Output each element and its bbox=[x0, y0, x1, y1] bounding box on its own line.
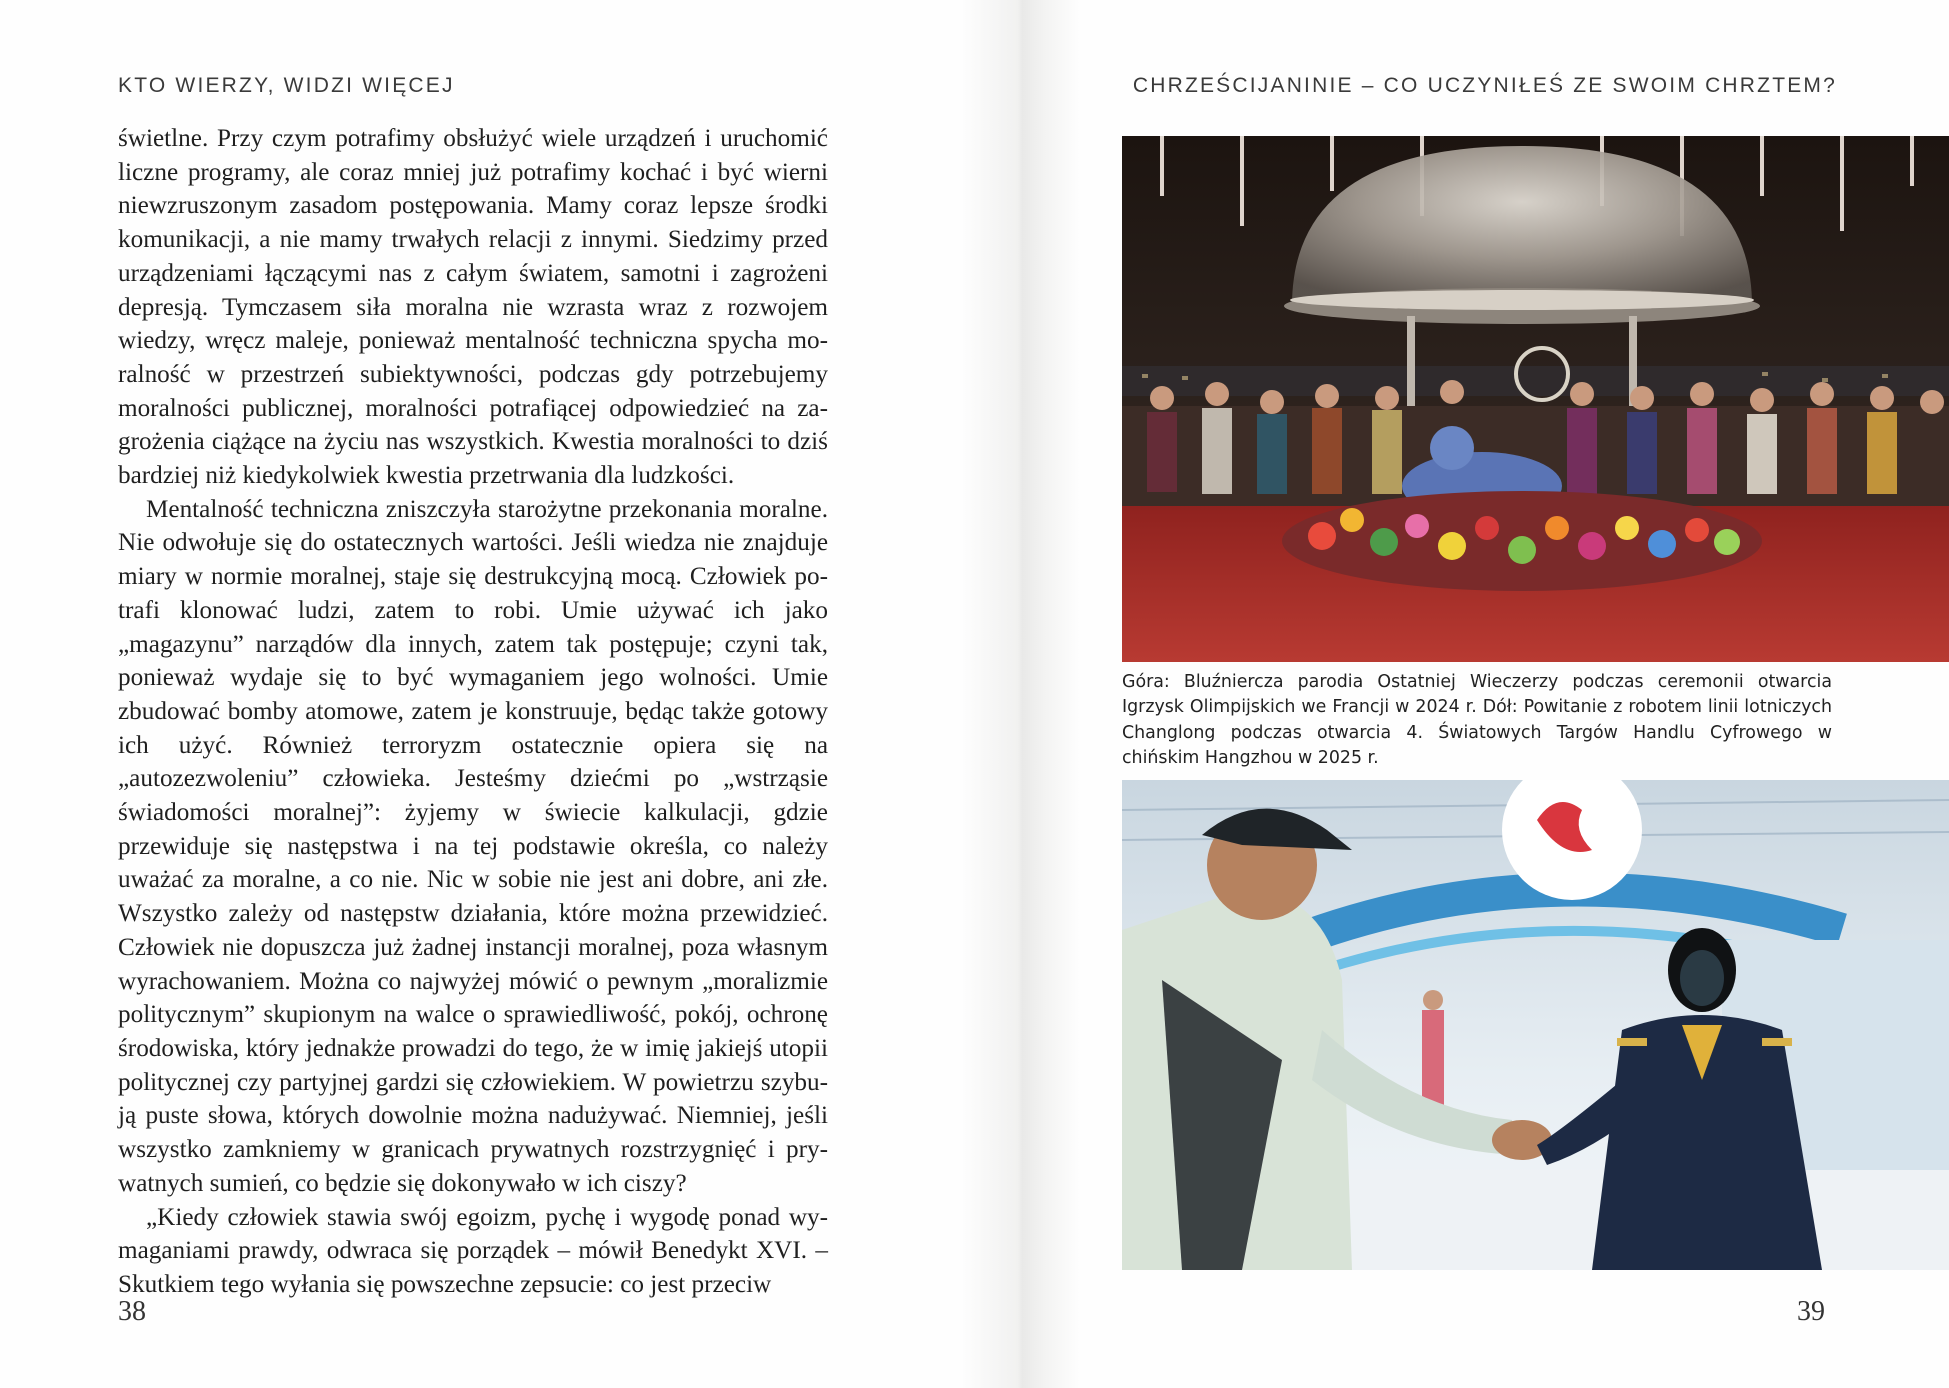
paragraph: „Kiedy człowiek stawia swój egoizm, pychę i wygodę ponad wymaganiami prawdy, odwraca się porządek – mówił Benedykt XVI. – Skutkiem tego wyłania się powszechne zepsucie: co jest przeciw bbox=[118, 1203, 828, 1298]
book-gutter bbox=[960, 0, 1080, 1388]
photo-stage-performance bbox=[1122, 136, 1949, 662]
photo-robot-handshake bbox=[1122, 780, 1949, 1270]
page-number-right: 39 bbox=[1797, 1296, 1825, 1327]
left-page bbox=[0, 0, 960, 1388]
body-text bbox=[118, 122, 828, 1302]
running-head-right: CHRZEŚCIJANINIE – CO UCZYNIŁEŚ ZE SWOIM CHRZTEM? bbox=[1132, 74, 1837, 97]
running-head-left: KTO WIERZY, WIDZI WIĘCEJ bbox=[118, 74, 455, 97]
paragraph: Mentalność techniczna zniszczyła starożytne przekonania moralne. Nie odwołuje się do ostatecznych wartości. Jeśli wiedza nie znajduje miary w normie moralnej, staje się destrukcyjną mocą. Człowiek potrafi klonować ludzi, zatem to robi. Umie używać ich jako „magazynu” narządów dla innych, zatem tak postępuje; czyni tak, ponieważ wydaje się to być wymaganiem jego wolności. Umie zbudować bomby atomowe, zatem je konstruuje, będąc także gotowy ich użyć. Również terroryzm ostatecznie opiera się na „autozezwoleniu” człowieka. Jesteśmy dziećmi po „wstrząsie świadomości moralnej”: żyjemy w świecie kalkulacji, gdzie przewiduje się następstwa i na tej podstawie określa, co należy uważać za moralne, a co nie. Nic w sobie nie jest ani dobre, ani złe. Wszystko zależy od następstw działania, które można przewidzieć. Człowiek nie dopuszcza już żadnej instancji moralnej, poza własnym wyrachowaniem. Można co najwyżej mówić o pewnym „moralizmie politycznym” skupionym na walce o sprawiedliwość, pokój, ochronę środowiska, który jednakże prowadzi do tego, że w imię jakiejś utopii politycznej czy partyjnej gardzi się człowiekiem. W powietrzu szybują puste słowa, których dowolnie można nadużywać. Niemniej, jeśli wszystko zamkniemy w granicach prywatnych rozstrzygnięć i prywatnych sumień, co będzie się dokonywało w ich ciszy? bbox=[118, 495, 828, 1197]
page-number-left: 38 bbox=[118, 1296, 146, 1327]
paragraph: świetlne. Przy czym potrafimy obsłużyć wiele urządzeń i uruchomić liczne programy, ale coraz mniej już potrafimy kochać i być wierni niewzruszonym zasadom postępowania. Mamy coraz lepsze środki komunikacji, a nie mamy trwałych relacji z innymi. Siedzimy przed urządzeniami łączącymi nas z całym światem, samotni i zagrożeni depresją. Tymczasem siła moralna nie wzrasta wraz z rozwojem wiedzy, wręcz maleje, ponieważ mentalność techniczna spycha moralność w przestrzeń subiektywności, podczas gdy potrzebujemy moralności publicznej, moralności potrafiącej odpowiedzieć na zagrożenia ciążące na życiu nas wszystkich. Kwestia moralności to dziś bardziej niż kiedykolwiek kwestia przetrwania dla ludzkości. bbox=[118, 125, 828, 490]
photo-caption: Góra: Bluźniercza parodia Ostatniej Wieczerzy podczas ceremonii otwarcia Igrzysk Olimpijskich we Francji w 2024 r. Dół: Powitanie z robotem linii lotniczych Changlong podczas otwarcia 4. Światowych Targów Handlu Cyfrowego w chińskim Hangzhou w 2025 r. bbox=[1122, 672, 1832, 769]
